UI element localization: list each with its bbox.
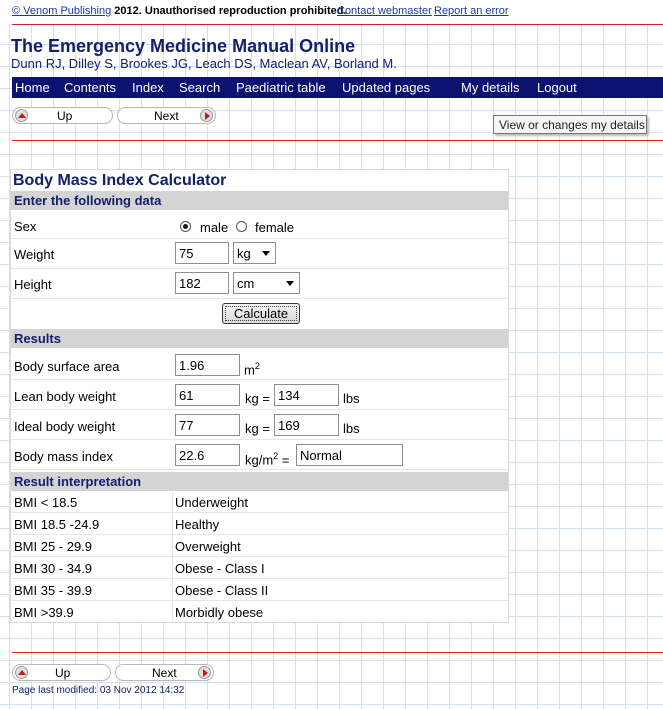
bmi-output[interactable]: 22.6 — [175, 444, 240, 466]
bmi-unit — [245, 451, 289, 467]
row-divider — [11, 534, 508, 535]
ideal-weight-label: Ideal body weight — [14, 419, 116, 434]
male-label: male — [200, 220, 229, 235]
interpretation-meaning: Healthy — [175, 517, 220, 532]
bsa-unit-exponent: 2 — [254, 361, 260, 371]
bsa-unit-base: m — [244, 362, 255, 378]
report-error-link[interactable]: Report an error — [434, 5, 509, 17]
up-button-bottom[interactable] — [12, 664, 111, 681]
weight-unit-select[interactable]: kg — [233, 242, 276, 264]
up-button-top[interactable] — [12, 107, 113, 124]
copyright-text: 2012. Unauthorised reproduction prohibited. — [111, 5, 347, 17]
weight-label: Weight — [14, 247, 55, 262]
height-input[interactable]: 182 — [175, 272, 229, 294]
results-section-title: Results — [14, 331, 61, 346]
bsa-label: Body surface area — [14, 359, 120, 374]
female-radio[interactable] — [236, 221, 247, 232]
calculate-button[interactable]: Calculate — [222, 303, 300, 324]
contact-webmaster-link[interactable]: Contact webmaster — [337, 5, 432, 17]
bsa-output[interactable]: 1.96 — [175, 354, 240, 376]
interpretation-range: BMI 25 - 29.9 — [14, 539, 93, 554]
bmi-label: Body mass index — [14, 449, 113, 464]
nav-logout[interactable]: Logout — [537, 80, 577, 95]
nav-my-details[interactable]: My details — [461, 80, 520, 95]
bmi-calculator — [10, 169, 509, 623]
next-button-label: Next — [154, 109, 179, 123]
input-section-header — [11, 191, 508, 210]
last-modified: Page last modified: 03 Nov 2012 14:32 — [12, 685, 185, 696]
interpretation-meaning: Morbidly obese — [175, 605, 264, 620]
calculator-title: Body Mass Index Calculator — [13, 172, 227, 189]
row-divider — [11, 409, 508, 410]
bsa-unit — [244, 361, 260, 377]
female-label: female — [255, 220, 295, 235]
right-arrow-icon — [198, 666, 211, 679]
header-rule — [12, 24, 663, 25]
next-button-top[interactable] — [117, 107, 216, 124]
top-bar — [0, 0, 663, 24]
section-rule — [12, 140, 663, 141]
lean-weight-label: Lean body weight — [14, 389, 116, 404]
next-button-bottom[interactable] — [115, 664, 214, 681]
bmi-unit-exponent: 2 — [273, 451, 279, 461]
up-button-label: Up — [55, 666, 71, 680]
interpretation-meaning: Underweight — [175, 495, 248, 510]
next-button-label: Next — [152, 666, 177, 680]
nav-home[interactable]: Home — [15, 80, 50, 95]
my-details-tooltip: View or changes my details — [493, 115, 647, 134]
interpretation-range: BMI >39.9 — [14, 605, 74, 620]
male-radio[interactable] — [180, 221, 191, 232]
results-section-header — [11, 329, 508, 348]
footer-rule — [12, 652, 663, 653]
interpretation-meaning: Obese - Class I — [175, 561, 265, 576]
weight-input[interactable]: 75 — [175, 242, 229, 264]
height-label: Height — [14, 277, 52, 292]
right-arrow-icon — [200, 109, 213, 122]
row-divider — [11, 556, 508, 557]
ideal-kg-output[interactable]: 77 — [175, 414, 240, 436]
bmi-unit-base: kg/m — [245, 452, 274, 468]
interpretation-section-title: Result interpretation — [14, 474, 142, 489]
nav-contents[interactable]: Contents — [64, 80, 117, 95]
row-divider — [11, 379, 508, 380]
column-divider — [172, 491, 173, 623]
nav-search[interactable]: Search — [179, 80, 221, 95]
bmi-eq: = — [281, 452, 290, 468]
up-arrow-icon — [15, 666, 28, 679]
lean-lbs-unit: lbs — [343, 391, 360, 406]
row-divider — [11, 268, 508, 269]
row-divider — [11, 298, 508, 299]
lean-kg-output[interactable]: 61 — [175, 384, 240, 406]
row-divider — [11, 238, 508, 239]
interpretation-range: BMI 18.5 -24.9 — [14, 517, 100, 532]
up-arrow-icon — [15, 109, 28, 122]
nav-index[interactable]: Index — [132, 80, 164, 95]
copyright-notice — [12, 5, 347, 17]
main-nav — [12, 77, 663, 98]
ideal-kg-eq: kg = — [245, 421, 270, 436]
up-button-label: Up — [57, 109, 73, 123]
nav-updated-pages[interactable]: Updated pages — [342, 80, 431, 95]
page-title: The Emergency Medicine Manual Online — [11, 36, 356, 56]
lean-kg-eq: kg = — [245, 391, 270, 406]
lean-lbs-output[interactable]: 134 — [274, 384, 339, 406]
row-divider — [11, 439, 508, 440]
row-divider — [11, 578, 508, 579]
interpretation-range: BMI 30 - 34.9 — [14, 561, 93, 576]
row-divider — [11, 469, 508, 470]
copyright-link[interactable]: © Venom Publishing — [12, 5, 112, 17]
ideal-lbs-output[interactable]: 169 — [274, 414, 339, 436]
interpretation-range: BMI < 18.5 — [14, 495, 78, 510]
interpretation-section-header — [11, 472, 508, 491]
interpretation-meaning: Overweight — [175, 539, 241, 554]
input-section-title: Enter the following data — [14, 193, 162, 208]
authors-line: Dunn RJ, Dilley S, Brookes JG, Leach DS, Maclean AV, Borland M. — [11, 56, 397, 71]
sex-label: Sex — [14, 219, 37, 234]
interpretation-range: BMI 35 - 39.9 — [14, 583, 93, 598]
height-unit-select[interactable]: cm — [233, 272, 300, 294]
row-divider — [11, 512, 508, 513]
nav-paediatric-table[interactable]: Paediatric table — [236, 80, 326, 95]
row-divider — [11, 600, 508, 601]
interpretation-meaning: Obese - Class II — [175, 583, 269, 598]
ideal-lbs-unit: lbs — [343, 421, 360, 436]
bmi-category-output[interactable]: Normal — [296, 444, 403, 466]
